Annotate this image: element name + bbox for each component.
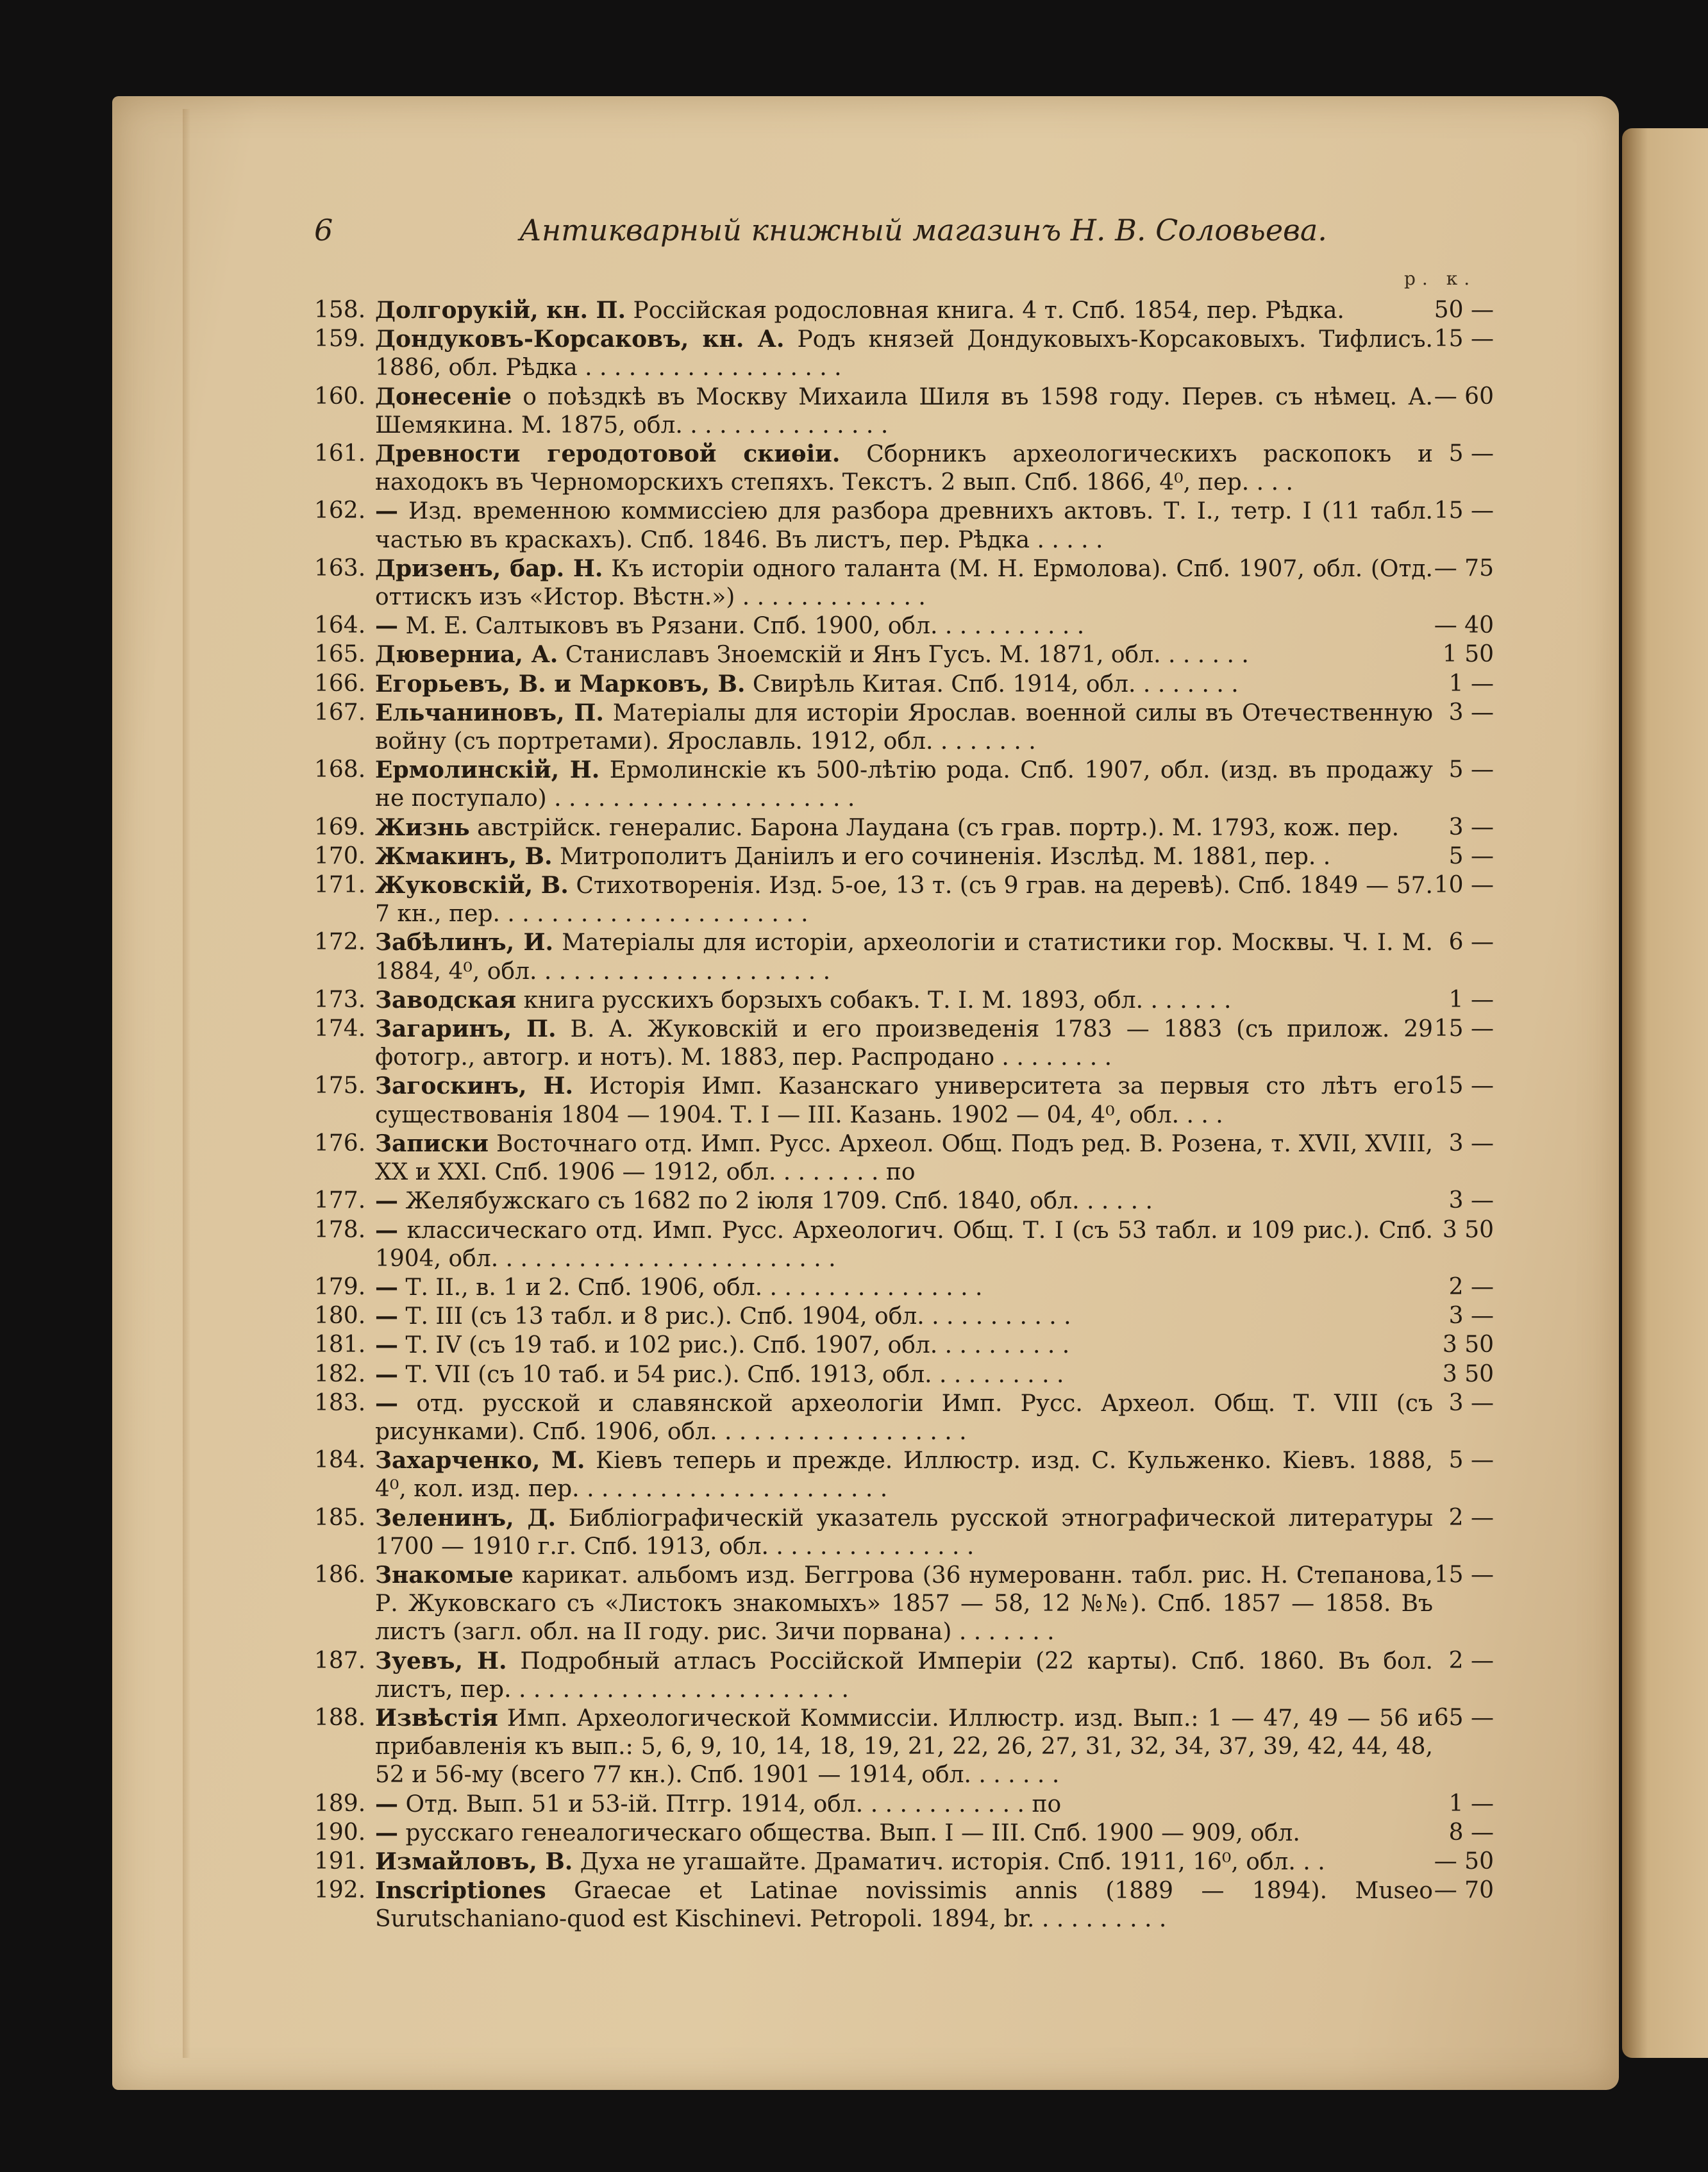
entry-author: Записки xyxy=(375,1130,489,1157)
entry-number: 166. xyxy=(314,670,366,697)
entry-body xyxy=(375,1072,1433,1129)
entry-price: 3 50 xyxy=(1442,1216,1494,1243)
catalog-entry-row xyxy=(314,1360,1494,1389)
entry-body xyxy=(375,814,1433,842)
catalog-entry xyxy=(314,871,1494,928)
entry-number: 187. xyxy=(314,1647,366,1674)
entry-author: Знакомые xyxy=(375,1561,514,1589)
catalog-entry xyxy=(314,1790,1494,1819)
catalog-entry-row xyxy=(314,1072,1494,1129)
entry-number: 164. xyxy=(314,612,366,639)
entry-text: Кіевъ теперь и прежде. Иллюстр. изд. С. Кульженко. Кіевъ. 1888, 4⁰, кол. изд. пер. . . . . . . . . . . . . . . . . . . . . . xyxy=(375,1448,1434,1503)
entry-text: Имп. Археологической Коммиссіи. Иллюстр. изд. Вып.: 1 — 47, 49 — 56 и прибавленія къ вып.: 5, 6, 9, 10, 14, 18, 19, 21, 22, 26, 27, 31, 32, 34, 37, 39, 42, 44, 48, 52 и 56-му (всего 77 кн.). Спб. 1901 — 1914, обл. . . . . . . xyxy=(375,1705,1433,1789)
entry-text: о поѣздкѣ въ Москву Михаила Шиля въ 1598 году. Перев. съ нѣмец. А. Шемякина. М. 1875, обл. . . . . . . . . . . . . . . xyxy=(375,383,1433,439)
entry-body xyxy=(375,383,1433,440)
entry-author: — xyxy=(375,1187,398,1215)
entry-price: 2 — xyxy=(1448,1647,1494,1674)
catalog-entry-row xyxy=(314,871,1494,928)
entry-text: Т. III (съ 13 табл. и 8 рис.). Спб. 1904, обл. . . . . . . . . . . xyxy=(405,1303,1071,1330)
catalog-entry-row xyxy=(314,756,1494,813)
catalog-entry-row xyxy=(314,1331,1494,1360)
catalog-entry xyxy=(314,555,1494,612)
entry-body xyxy=(375,1130,1433,1187)
page-number: 6 xyxy=(314,213,333,247)
entry-number: 168. xyxy=(314,756,366,783)
entry-price: 3 — xyxy=(1448,1130,1494,1157)
entry-number: 186. xyxy=(314,1561,366,1588)
entry-price: 1 — xyxy=(1448,670,1494,697)
catalog-entry-row xyxy=(314,1015,1494,1072)
entry-author: Дризенъ, бар. Н. xyxy=(375,555,603,582)
entry-price: 1 — xyxy=(1448,1790,1494,1817)
entry-author: — xyxy=(375,1389,398,1417)
entry-text: Исторія Имп. Казанскаго университета за первыя сто лѣтъ его существованія 1804 — 1904. Т. I — III. Казань. 1902 — 04, 4⁰, обл. . . . xyxy=(375,1073,1434,1128)
entry-text: Родъ князей Дондуковыхъ-Корсаковыхъ. Тифлисъ. 1886, обл. Рѣдка . . . . . . . . . . . . . . . . . . xyxy=(375,326,1433,381)
entry-price: — 70 xyxy=(1434,1877,1494,1904)
entry-author: Ермолинскій, Н. xyxy=(375,756,600,784)
entry-body xyxy=(375,325,1433,382)
entry-price: 50 — xyxy=(1434,297,1494,323)
entry-text: классическаго отд. Имп. Русс. Археологич. Общ. Т. I (съ 53 табл. и 109 рис.). Спб. 1904, обл. . . . . . . . . . . . . . . . . . . . . . . . xyxy=(375,1217,1433,1272)
entry-price: 3 — xyxy=(1448,1303,1494,1330)
entry-number: 158. xyxy=(314,297,366,323)
entry-body xyxy=(375,1876,1433,1934)
catalog-entry xyxy=(314,497,1494,554)
price-column-head: р. к. xyxy=(1404,268,1477,289)
entry-text: книга русскихъ борзыхъ собакъ. Т. I. М. 1893, обл. . . . . . . xyxy=(523,987,1232,1014)
entry-price: 1 50 xyxy=(1442,641,1494,668)
entry-number: 192. xyxy=(314,1877,366,1904)
catalog-entry xyxy=(314,1446,1494,1503)
entry-body xyxy=(375,1819,1433,1848)
entry-price: 3 — xyxy=(1448,699,1494,726)
entry-body xyxy=(375,1273,1433,1302)
entry-text: Т. VII (съ 10 таб. и 54 рис.). Спб. 1913, обл. . . . . . . . . . xyxy=(405,1361,1064,1388)
entry-price: 15 — xyxy=(1434,1561,1494,1588)
entry-number: 177. xyxy=(314,1187,366,1214)
catalog-entry xyxy=(314,1015,1494,1072)
entry-number: 179. xyxy=(314,1273,366,1300)
entry-text: карикат. альбомъ изд. Беггрова (36 нумерованн. табл. рис. Н. Степанова, Р. Жуковскаго съ «Листокъ знакомыхъ» 1857 — 58, 12 №№). Спб. 1857 — 1858. Въ листъ (загл. обл. на II году. рис. Зичи порвана) . . . . . . . xyxy=(375,1562,1433,1646)
catalog-entry xyxy=(314,1704,1494,1790)
catalog-entry xyxy=(314,1216,1494,1273)
entry-text: Изд. временною коммиссіею для разбора древнихъ актовъ. Т. I., тетр. I (11 табл. частью въ краскахъ). Спб. 1846. Въ листъ, пер. Рѣдка . . . . . xyxy=(375,498,1434,553)
entry-text: Къ исторіи одного таланта (М. Н. Ермолова). Спб. 1907, обл. (Отд. оттискъ изъ «Истор. Вѣстн.») . . . . . . . . . . . . . xyxy=(375,555,1433,611)
catalog-entry-row xyxy=(314,612,1494,640)
entry-author: Забѣлинъ, И. xyxy=(375,929,554,957)
catalog-entry-row xyxy=(314,296,1494,325)
entry-number: 160. xyxy=(314,383,366,410)
catalog-entry-row xyxy=(314,383,1494,440)
entry-number: 159. xyxy=(314,326,366,353)
entry-text: Митрополитъ Даніилъ и его сочиненія. Изслѣд. М. 1881, пер. . xyxy=(559,843,1331,870)
catalog-entry xyxy=(314,1504,1494,1561)
entry-price: 65 — xyxy=(1434,1704,1494,1731)
catalog-entry xyxy=(314,1647,1494,1704)
entry-price: 15 — xyxy=(1434,326,1494,353)
entry-author: Загоскинъ, Н. xyxy=(375,1073,574,1100)
catalog-entry xyxy=(314,928,1494,985)
entry-body xyxy=(375,1216,1433,1273)
entry-number: 188. xyxy=(314,1704,366,1731)
entry-text: Библіографическій указатель русской этнографической литературы 1700 — 1910 г.г. Спб. 1913, обл. . . . . . . . . . . . . . . xyxy=(375,1505,1434,1560)
entry-number: 190. xyxy=(314,1819,366,1846)
entry-body xyxy=(375,986,1433,1015)
entry-number: 185. xyxy=(314,1504,366,1531)
catalog-entry xyxy=(314,325,1494,382)
entry-body xyxy=(375,612,1433,640)
catalog-entry xyxy=(314,1819,1494,1848)
entry-body xyxy=(375,1647,1433,1704)
entry-body xyxy=(375,497,1433,554)
entry-price: 3 — xyxy=(1448,814,1494,840)
entry-price: 5 — xyxy=(1448,440,1494,467)
catalog-entry xyxy=(314,440,1494,497)
entry-author: — xyxy=(375,1273,398,1301)
entry-number: 173. xyxy=(314,986,366,1013)
entry-text: Желябужскаго съ 1682 по 2 іюля 1709. Спб. 1840, обл. . . . . . xyxy=(405,1188,1153,1215)
entry-body xyxy=(375,1331,1433,1360)
catalog-entry-row xyxy=(314,1504,1494,1561)
catalog-entry-row xyxy=(314,497,1494,554)
entry-number: 184. xyxy=(314,1447,366,1474)
entry-price: 1 — xyxy=(1448,986,1494,1013)
entry-price: 6 — xyxy=(1448,929,1494,956)
catalog-entry-row xyxy=(314,699,1494,756)
entry-text: В. А. Жуковскій и его произведенія 1783 — 1883 (съ прилож. 29 фотогр., автогр. и нотъ). М. 1883, пер. Распродано . . . . . . . . xyxy=(375,1016,1433,1071)
entry-body xyxy=(375,1015,1433,1072)
entry-author: — xyxy=(375,1360,398,1388)
catalog-entry-row xyxy=(314,1704,1494,1790)
entry-number: 183. xyxy=(314,1389,366,1416)
entry-author: — xyxy=(375,1332,398,1359)
entry-author: Жуковскій, В. xyxy=(375,872,569,899)
entry-number: 189. xyxy=(314,1790,366,1817)
entry-text: Духа не угашайте. Драматич. исторія. Спб. 1911, 16⁰, обл. . . xyxy=(580,1848,1325,1875)
catalog-entry xyxy=(314,1072,1494,1129)
entry-text: Матеріалы для исторіи, археологіи и статистики гор. Москвы. Ч. I. М. 1884, 4⁰, обл. . . . . . . . . . . . . . . . . . . . . xyxy=(375,930,1433,985)
entry-price: — 75 xyxy=(1434,555,1494,581)
entry-body xyxy=(375,1360,1433,1389)
catalog-entry xyxy=(314,814,1494,842)
entry-author: Inscriptiones xyxy=(375,1877,546,1905)
entry-number: 191. xyxy=(314,1848,366,1875)
entry-text: Стихотворенія. Изд. 5-ое, 13 т. (съ 9 грав. на деревѣ). Спб. 1849 — 57. 7 кн., пер. . . . . . . . . . . . . . . . . . . . . . xyxy=(375,873,1433,928)
entry-author: — xyxy=(375,1819,398,1846)
entry-author: Егорьевъ, В. и Марковъ, В. xyxy=(375,670,746,698)
entry-body xyxy=(375,1790,1433,1819)
entry-price: 8 — xyxy=(1448,1819,1494,1846)
entry-text: Т. IV (съ 19 таб. и 102 рис.). Спб. 1907, обл. . . . . . . . . . xyxy=(405,1332,1070,1359)
catalog-entry-row xyxy=(314,1647,1494,1704)
entry-text: отд. русской и славянской археологіи Имп. Русс. Археол. Общ. Т. VIII (съ рисунками). Спб. 1906, обл. . . . . . . . . . . . . . . . . . xyxy=(375,1390,1433,1445)
entry-body xyxy=(375,871,1433,928)
entry-author: — xyxy=(375,1790,398,1817)
entry-number: 180. xyxy=(314,1303,366,1330)
entry-body xyxy=(375,555,1433,612)
catalog-entry-row xyxy=(314,555,1494,612)
entry-body xyxy=(375,1302,1433,1331)
entry-body xyxy=(375,1446,1433,1503)
entry-text: русскаго генеалогическаго общества. Вып. I — III. Спб. 1900 — 909, обл. xyxy=(405,1819,1300,1846)
catalog-entry-row xyxy=(314,1216,1494,1273)
entry-price: 2 — xyxy=(1448,1504,1494,1531)
catalog-entry-row xyxy=(314,1302,1494,1331)
entry-number: 175. xyxy=(314,1073,366,1099)
entry-price: 3 50 xyxy=(1442,1360,1494,1387)
entry-number: 170. xyxy=(314,842,366,869)
entry-number: 163. xyxy=(314,555,366,581)
catalog-entry xyxy=(314,1360,1494,1389)
catalog-entry-row xyxy=(314,986,1494,1015)
entry-body xyxy=(375,1389,1433,1446)
entry-price: — 40 xyxy=(1434,612,1494,639)
entry-body xyxy=(375,670,1433,699)
entry-author: — xyxy=(375,1303,398,1330)
entry-body xyxy=(375,640,1433,669)
entry-text: Graecae et Latinae novissimis annis (1889 — 1894). Museo Surutschaniano-quod est Kischinevi. Petropoli. 1894, br. . . . . . . . . . xyxy=(375,1878,1433,1933)
entry-author: — xyxy=(375,497,398,525)
entry-price: — 50 xyxy=(1434,1848,1494,1875)
catalog-entry-row xyxy=(314,1389,1494,1446)
entry-author: Ельчаниновъ, П. xyxy=(375,699,604,726)
entry-list xyxy=(314,296,1494,1934)
catalog-entry-row xyxy=(314,1819,1494,1848)
entry-number: 182. xyxy=(314,1360,366,1387)
entry-text: Ермолинскіе къ 500-лѣтію рода. Спб. 1907, обл. (изд. въ продажу не поступало) . . . . . . . . . . . . . . . . . . . . . xyxy=(375,757,1433,812)
page-header xyxy=(314,213,1327,249)
entry-body xyxy=(375,1187,1433,1215)
catalog-entry xyxy=(314,986,1494,1015)
catalog-entry-row xyxy=(314,1561,1494,1647)
catalog-entry-row xyxy=(314,814,1494,842)
catalog-entry-row xyxy=(314,1446,1494,1503)
entry-price: 2 — xyxy=(1448,1273,1494,1300)
catalog-entry-row xyxy=(314,1848,1494,1876)
entry-author: Дондуковъ-Корсаковъ, кн. А. xyxy=(375,326,785,353)
entry-author: Измайловъ, В. xyxy=(375,1848,573,1875)
entry-text: Свирѣль Китая. Спб. 1914, обл. . . . . . . . xyxy=(752,671,1239,698)
catalog-entry xyxy=(314,1273,1494,1302)
catalog-entry xyxy=(314,1302,1494,1331)
entry-price: 10 — xyxy=(1434,872,1494,899)
entry-text: Т. II., в. 1 и 2. Спб. 1906, обл. . . . . . . . . . . . . . . . xyxy=(405,1274,983,1301)
entry-price: 3 50 xyxy=(1442,1332,1494,1358)
entry-text: Восточнаго отд. Имп. Русс. Археол. Общ. Подъ ред. В. Розена, т. XVII, XVIII, XX и XXI. Спб. 1906 — 1912, обл. . . . . . . . по xyxy=(375,1130,1433,1186)
entry-number: 162. xyxy=(314,497,366,524)
entry-body xyxy=(375,296,1433,325)
entry-author: Заводская xyxy=(375,986,517,1014)
entry-price: 5 — xyxy=(1448,842,1494,869)
entry-number: 181. xyxy=(314,1332,366,1358)
catalog-entry-row xyxy=(314,640,1494,669)
entry-text: Сборникъ археологическихъ раскопокъ и находокъ въ Черноморскихъ степяхъ. Текстъ. 2 вып. Спб. 1866, 4⁰, пер. . . . xyxy=(375,441,1433,496)
entry-author: Донесеніе xyxy=(375,383,512,410)
entry-text: австрійск. генералис. Барона Лаудана (съ грав. портр.). М. 1793, кож. пер. xyxy=(477,814,1400,841)
catalog-entry-row xyxy=(314,928,1494,985)
catalog-entry xyxy=(314,1130,1494,1187)
entry-price: 5 — xyxy=(1448,756,1494,783)
entry-number: 165. xyxy=(314,641,366,668)
catalog-entry xyxy=(314,640,1494,669)
entry-price: 3 — xyxy=(1448,1187,1494,1214)
catalog-entry xyxy=(314,699,1494,756)
entry-author: Жизнь xyxy=(375,814,470,841)
catalog-entry xyxy=(314,1187,1494,1215)
catalog-entry-row xyxy=(314,1876,1494,1934)
catalog-entry xyxy=(314,670,1494,699)
running-title: Антикварный книжный магазинъ Н. В. Соловьева. xyxy=(519,213,1327,247)
entry-author: Жмакинъ, В. xyxy=(375,842,553,870)
catalog-entry xyxy=(314,842,1494,871)
entry-number: 171. xyxy=(314,872,366,899)
catalog-entry-row xyxy=(314,1130,1494,1187)
catalog-entry-row xyxy=(314,325,1494,382)
entry-author: Дюверниа, А. xyxy=(375,641,558,669)
entry-body xyxy=(375,842,1433,871)
entry-body xyxy=(375,1504,1433,1561)
catalog-entry xyxy=(314,1389,1494,1446)
entry-price: 15 — xyxy=(1434,1015,1494,1042)
catalog-entry xyxy=(314,1331,1494,1360)
catalog-entry-row xyxy=(314,1790,1494,1819)
entry-body xyxy=(375,1848,1433,1876)
entry-text: М. Е. Салтыковъ въ Рязани. Спб. 1900, обл. . . . . . . . . . . xyxy=(405,613,1085,640)
catalog-entry-row xyxy=(314,1187,1494,1215)
entry-body xyxy=(375,1561,1433,1647)
catalog-entry xyxy=(314,1848,1494,1876)
entry-author: — xyxy=(375,1216,398,1244)
entry-text: Матеріалы для исторіи Ярослав. военной силы въ Отечественную войну (съ портретами). Ярославль. 1912, обл. . . . . . . . xyxy=(375,699,1433,755)
entry-author: Зуевъ, Н. xyxy=(375,1647,507,1675)
entry-body xyxy=(375,928,1433,985)
entry-number: 161. xyxy=(314,440,366,467)
entry-author: Долгорукій, кн. П. xyxy=(375,297,626,324)
entry-number: 167. xyxy=(314,699,366,726)
catalog-entry xyxy=(314,296,1494,325)
entry-number: 169. xyxy=(314,814,366,840)
catalog-entry xyxy=(314,756,1494,813)
catalog-entry-row xyxy=(314,1273,1494,1302)
entry-author: Загаринъ, П. xyxy=(375,1015,557,1043)
entry-author: Зеленинъ, Д. xyxy=(375,1504,556,1532)
catalog-entry-row xyxy=(314,440,1494,497)
catalog-entry-row xyxy=(314,842,1494,871)
entry-price: 5 — xyxy=(1448,1447,1494,1474)
catalog-entry xyxy=(314,612,1494,640)
entry-body xyxy=(375,1704,1433,1790)
entry-text: Станиславъ Зноемскій и Янъ Гусъ. М. 1871, обл. . . . . . . xyxy=(565,642,1249,669)
entry-price: 15 — xyxy=(1434,1073,1494,1099)
catalog-entry xyxy=(314,1561,1494,1647)
catalog-entry xyxy=(314,1876,1494,1934)
entry-price: — 60 xyxy=(1434,383,1494,410)
entry-body xyxy=(375,756,1433,813)
entry-author: Древности геродотовой скиѳіи. xyxy=(375,440,841,468)
entry-price: 15 — xyxy=(1434,497,1494,524)
entry-text: Подробный атласъ Россійской Имперіи (22 карты). Спб. 1860. Въ бол. листъ, пер. . . . . . . . . . . . . . . . . . . . . . . . xyxy=(375,1648,1433,1703)
entry-author: — xyxy=(375,612,398,640)
entry-number: 178. xyxy=(314,1216,366,1243)
entry-body xyxy=(375,699,1433,756)
entry-price: 3 — xyxy=(1448,1389,1494,1416)
entry-number: 174. xyxy=(314,1015,366,1042)
catalog-entry-row xyxy=(314,670,1494,699)
entry-body xyxy=(375,440,1433,497)
entry-number: 172. xyxy=(314,929,366,956)
entry-author: Захарченко, М. xyxy=(375,1447,585,1474)
entry-number: 176. xyxy=(314,1130,366,1157)
catalog-entry xyxy=(314,383,1494,440)
entry-author: Извѣстія xyxy=(375,1704,498,1732)
entry-text: Россійская родословная книга. 4 т. Спб. 1854, пер. Рѣдка. xyxy=(633,297,1344,324)
entry-text: Отд. Вып. 51 и 53-ій. Птгр. 1914, обл. . . . . . . . . . . . по xyxy=(405,1791,1062,1817)
next-page-edge xyxy=(1622,128,1708,2058)
